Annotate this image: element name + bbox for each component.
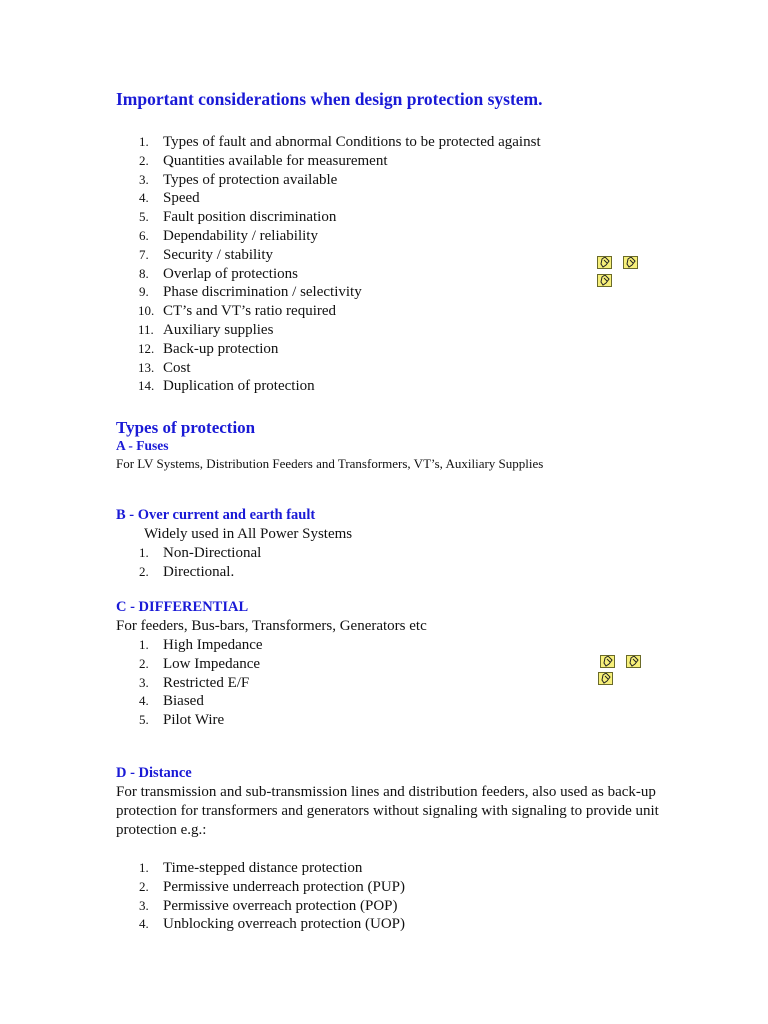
list-text: Fault position discrimination	[163, 209, 337, 226]
list-number: 4.	[139, 916, 149, 932]
list-item	[116, 321, 556, 340]
list-number: 3.	[139, 897, 149, 913]
list-number: 2.	[139, 655, 149, 671]
list-item	[116, 359, 556, 378]
overcurrent-list	[116, 544, 516, 582]
list-number: 7.	[139, 246, 149, 262]
list-item	[116, 674, 516, 693]
list-number: 1.	[139, 545, 149, 560]
differential-list	[116, 636, 516, 730]
list-number: 4.	[139, 693, 149, 709]
considerations-list	[116, 133, 556, 396]
list-text: Permissive underreach protection (PUP)	[163, 878, 406, 895]
list-number: 1.	[139, 134, 149, 149]
list-text: Phase discrimination / selectivity	[163, 284, 362, 301]
distance-text: For transmission and sub-transmission lines and distribution feeders, also used as back-up protection for transformers and generators without signaling with signaling to provide unit protection e.g.:	[116, 784, 659, 838]
list-text: Duplication of protection	[163, 378, 315, 395]
list-number: 1.	[139, 860, 149, 875]
list-item	[116, 544, 516, 563]
embedded-object-icon[interactable]	[597, 256, 612, 269]
list-text: Non-Directional	[163, 545, 262, 561]
list-text: Unblocking overreach protection (UOP)	[163, 916, 406, 933]
differential-heading: C - DIFFERENTIAL	[116, 599, 249, 615]
list-item	[116, 897, 516, 916]
embedded-object-icon[interactable]	[600, 655, 615, 668]
embedded-object-icon[interactable]	[626, 655, 641, 668]
list-text: Biased	[163, 693, 204, 710]
list-number: 5.	[139, 209, 149, 225]
overcurrent-heading: B - Over current and earth fault	[116, 507, 316, 523]
list-number: 10.	[138, 303, 155, 319]
list-item	[116, 246, 556, 265]
list-number: 14.	[138, 378, 155, 394]
list-item	[116, 208, 556, 227]
embedded-object-icon[interactable]	[623, 256, 638, 269]
list-text: Back-up protection	[163, 340, 279, 357]
list-text: Types of protection available	[163, 171, 338, 188]
list-number: 13.	[138, 359, 155, 375]
list-text: Overlap of protections	[163, 265, 298, 282]
list-number: 4.	[139, 190, 149, 206]
list-number: 11.	[138, 321, 154, 337]
page-title: Important considerations when design protection system.	[116, 89, 543, 109]
list-number: 9.	[139, 284, 149, 300]
list-item	[116, 152, 556, 171]
list-item	[116, 227, 556, 246]
list-text: Pilot Wire	[163, 712, 225, 729]
list-number: 2.	[139, 563, 149, 579]
list-number: 2.	[139, 878, 149, 894]
distance-list	[116, 859, 516, 934]
list-item	[116, 563, 516, 582]
list-text: Speed	[163, 190, 200, 207]
list-number: 6.	[139, 227, 149, 243]
list-item	[116, 377, 556, 396]
list-item	[116, 171, 556, 190]
list-number: 2.	[139, 152, 149, 168]
list-number: 1.	[139, 637, 149, 652]
embedded-object-icon[interactable]	[598, 672, 613, 685]
list-text: High Impedance	[163, 637, 263, 653]
list-text: Cost	[163, 359, 191, 376]
list-text: Types of fault and abnormal Conditions to be protected against	[163, 134, 541, 150]
embedded-objects-group	[600, 655, 648, 689]
list-text: Security / stability	[163, 246, 273, 263]
list-item	[116, 711, 516, 730]
list-text: Restricted E/F	[163, 674, 250, 691]
list-text: CT’s and VT’s ratio required	[163, 303, 337, 320]
list-item	[116, 265, 556, 284]
list-text: Quantities available for measurement	[163, 152, 388, 169]
list-number: 5.	[139, 712, 149, 728]
list-item	[116, 636, 516, 655]
list-item	[116, 133, 556, 152]
list-item	[116, 655, 516, 674]
list-item	[116, 302, 556, 321]
list-number: 3.	[139, 171, 149, 187]
list-number: 8.	[139, 265, 149, 281]
list-text: Time-stepped distance protection	[163, 860, 363, 876]
list-item	[116, 692, 516, 711]
list-text: Low Impedance	[163, 655, 261, 672]
list-item	[116, 340, 556, 359]
overcurrent-intro: Widely used in All Power Systems	[144, 526, 353, 542]
types-heading: Types of protection	[116, 418, 256, 437]
list-text: Directional.	[163, 563, 235, 580]
list-number: 3.	[139, 674, 149, 690]
list-text: Auxiliary supplies	[163, 321, 274, 338]
list-number: 12.	[138, 340, 155, 356]
list-item	[116, 878, 516, 897]
list-text: Dependability / reliability	[163, 227, 318, 244]
embedded-objects-group	[597, 256, 645, 290]
list-item	[116, 859, 516, 878]
list-text: Permissive overreach protection (POP)	[163, 897, 398, 914]
embedded-object-icon[interactable]	[597, 274, 612, 287]
list-item	[116, 283, 556, 302]
fuses-heading: A - Fuses	[116, 438, 169, 453]
list-item	[116, 915, 516, 934]
distance-heading: D - Distance	[116, 765, 192, 781]
differential-intro: For feeders, Bus-bars, Transformers, Generators etc	[116, 618, 427, 634]
fuses-text: For LV Systems, Distribution Feeders and Transformers, VT’s, Auxiliary Supplies	[116, 456, 544, 471]
list-item	[116, 189, 556, 208]
